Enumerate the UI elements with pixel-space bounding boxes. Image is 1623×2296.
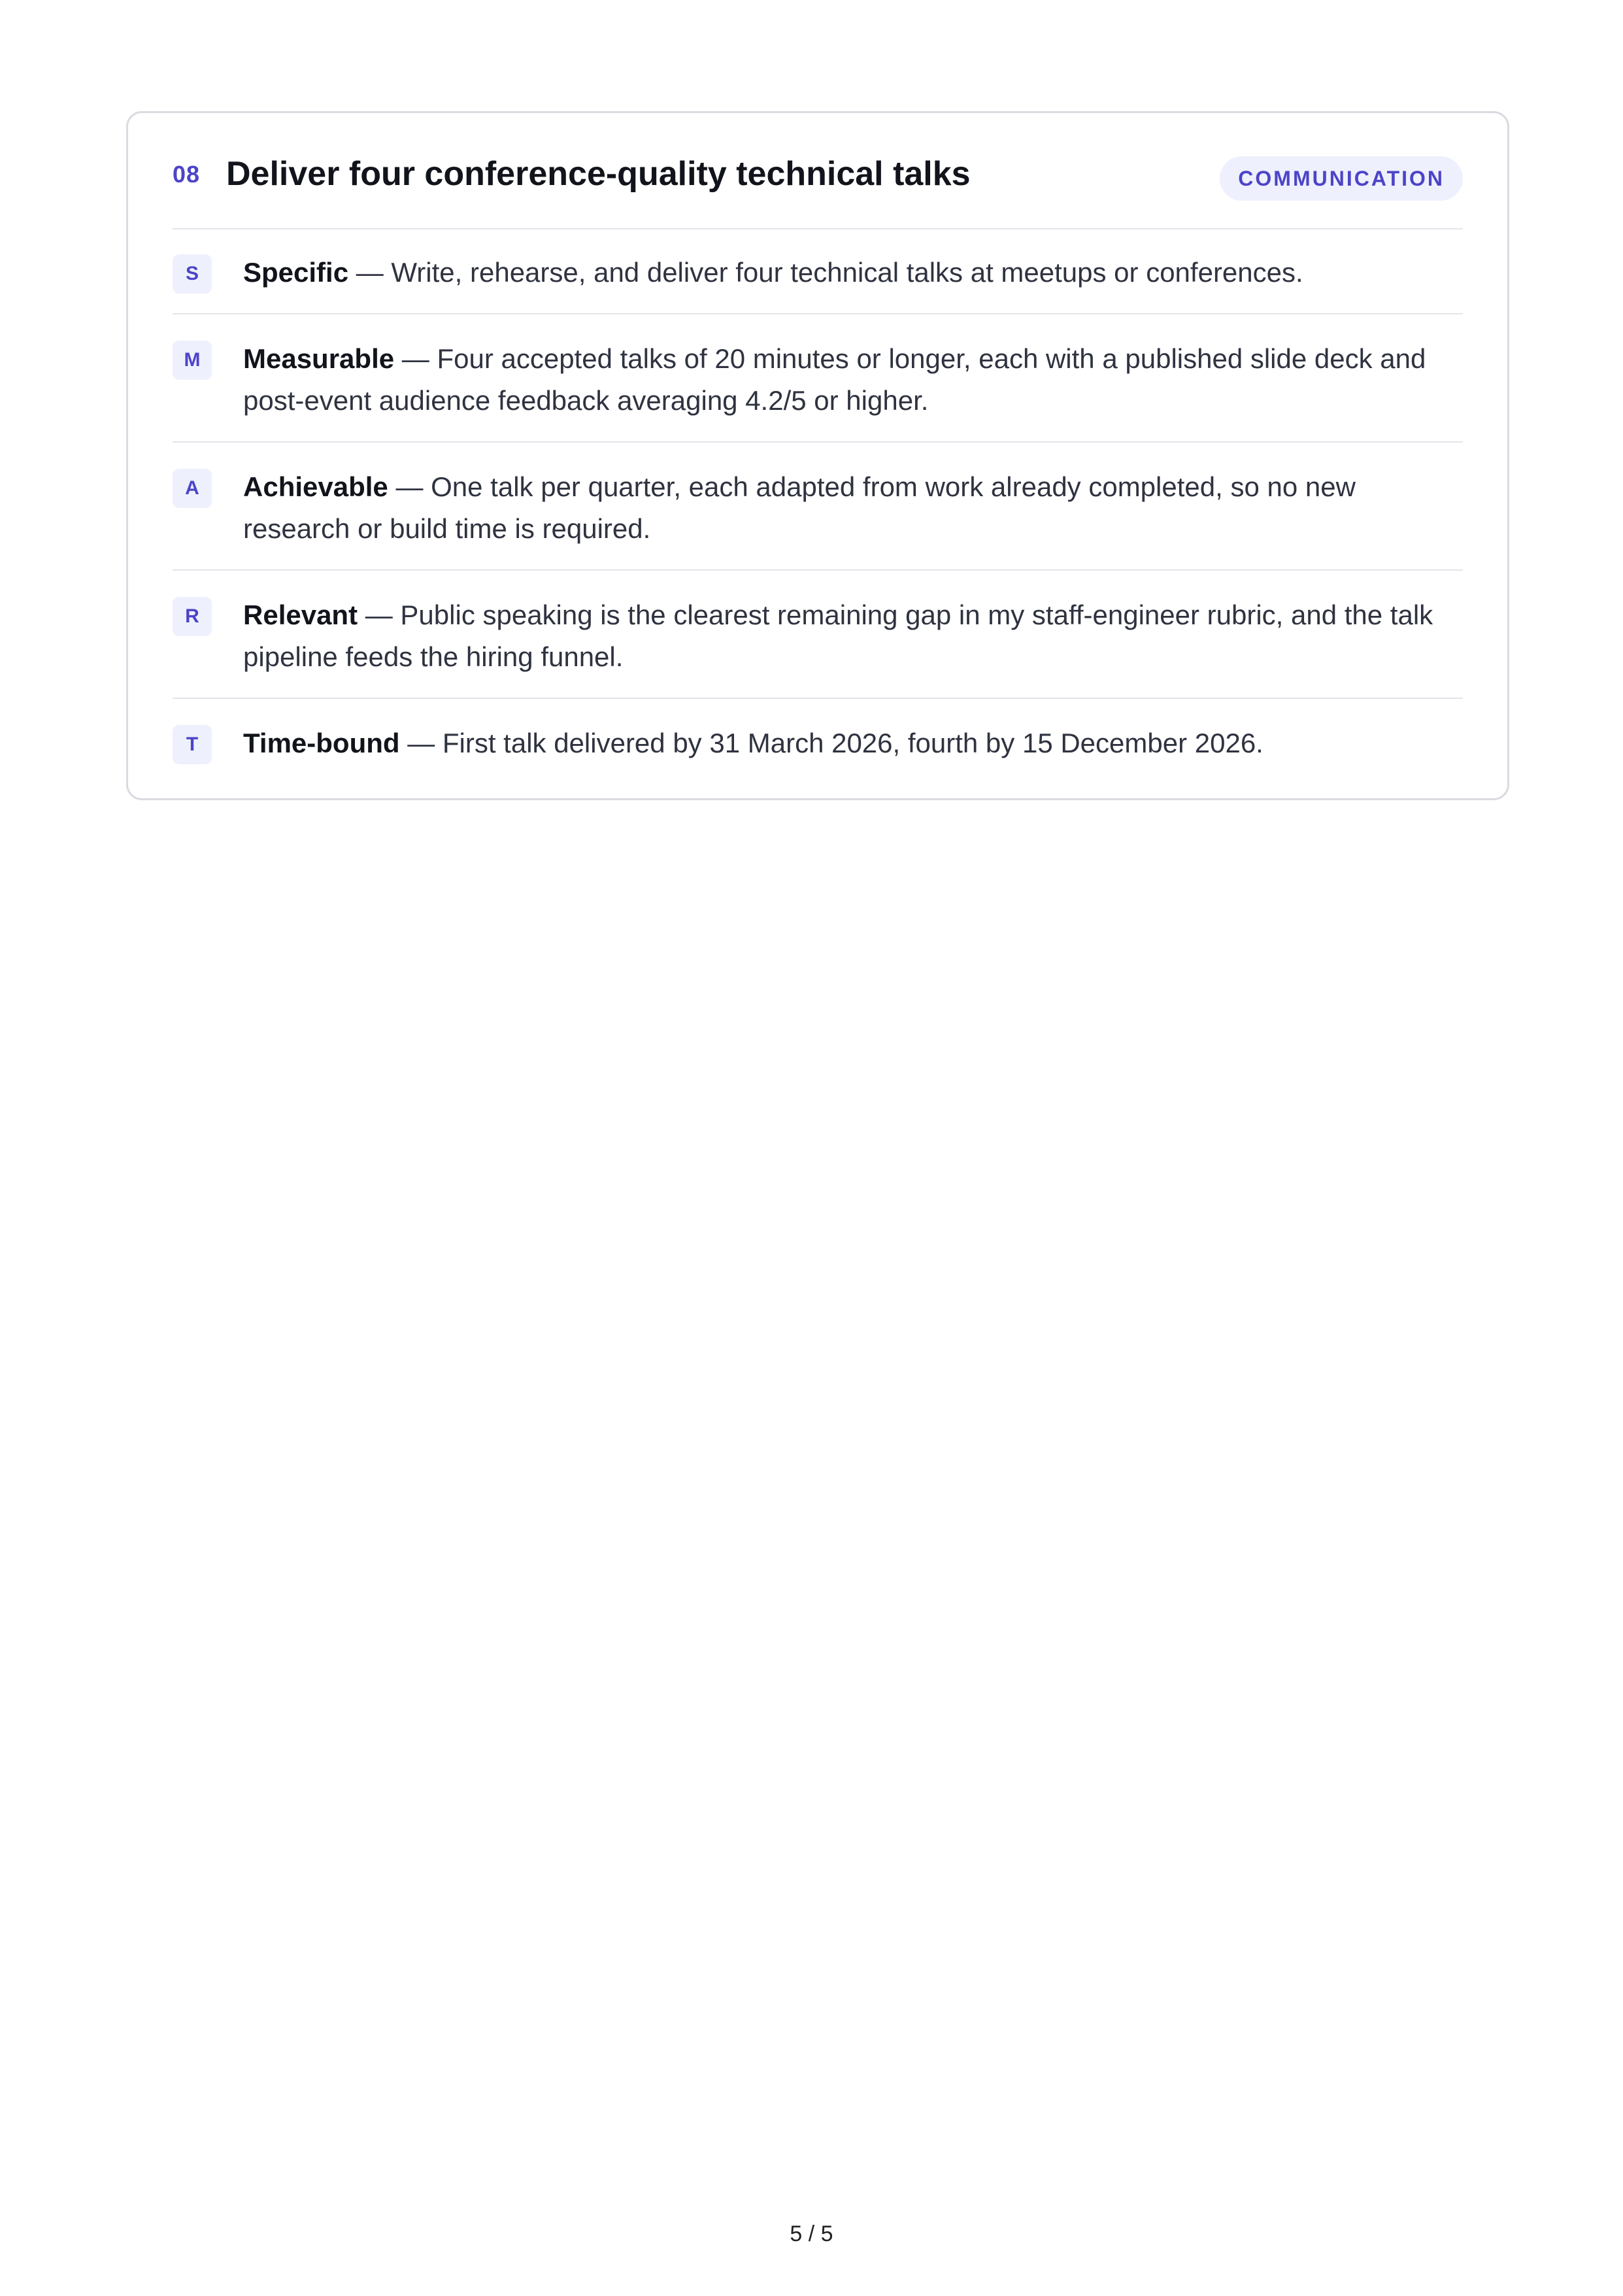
goal-header	[173, 113, 1463, 229]
criterion-achievable	[173, 443, 1463, 571]
criterion-letter-badge: T	[173, 725, 212, 764]
criterion-text	[243, 338, 1463, 422]
criterion-text	[243, 594, 1463, 678]
criterion-relevant	[173, 571, 1463, 699]
criterion-label: Achievable	[243, 471, 388, 502]
criterion-separator: —	[348, 257, 392, 288]
criterion-letter-badge: R	[173, 597, 212, 636]
criterion-separator: —	[388, 471, 431, 502]
goal-number: 08	[173, 161, 201, 188]
criterion-label: Time-bound	[243, 728, 400, 758]
criterion-label: Relevant	[243, 599, 358, 630]
page-number: 5 / 5	[790, 2221, 833, 2246]
criterion-letter-badge: A	[173, 469, 212, 508]
criterion-time-bound	[173, 699, 1463, 785]
goal-title: Deliver four conference-quality technical talks	[226, 155, 971, 193]
smart-criteria-list	[173, 228, 1463, 785]
criterion-text	[243, 466, 1463, 550]
category-badge: COMMUNICATION	[1220, 156, 1463, 201]
criterion-label: Specific	[243, 257, 349, 288]
criterion-letter-badge: M	[173, 341, 212, 380]
criterion-label: Measurable	[243, 343, 395, 374]
criterion-specific	[173, 228, 1463, 314]
goal-card	[126, 111, 1509, 800]
criterion-separator: —	[394, 343, 437, 374]
criterion-text	[243, 252, 1463, 294]
criterion-description: Public speaking is the clearest remaining gap in my staff-engineer rubric, and the talk pipeline feeds the hiring funnel.	[243, 599, 1433, 672]
criterion-text	[243, 722, 1463, 764]
criterion-description: Write, rehearse, and deliver four technical talks at meetups or conferences.	[391, 257, 1303, 288]
criterion-description: Four accepted talks of 20 minutes or longer, each with a published slide deck and post-event audience feedback averaging 4.2/5 or higher.	[243, 343, 1426, 416]
criterion-letter-badge: S	[173, 254, 212, 294]
criterion-measurable	[173, 314, 1463, 443]
criterion-separator: —	[358, 599, 401, 630]
criterion-description: One talk per quarter, each adapted from work already completed, so no new research or build time is required.	[243, 471, 1356, 544]
criterion-description: First talk delivered by 31 March 2026, fourth by 15 December 2026.	[442, 728, 1263, 758]
criterion-separator: —	[399, 728, 443, 758]
